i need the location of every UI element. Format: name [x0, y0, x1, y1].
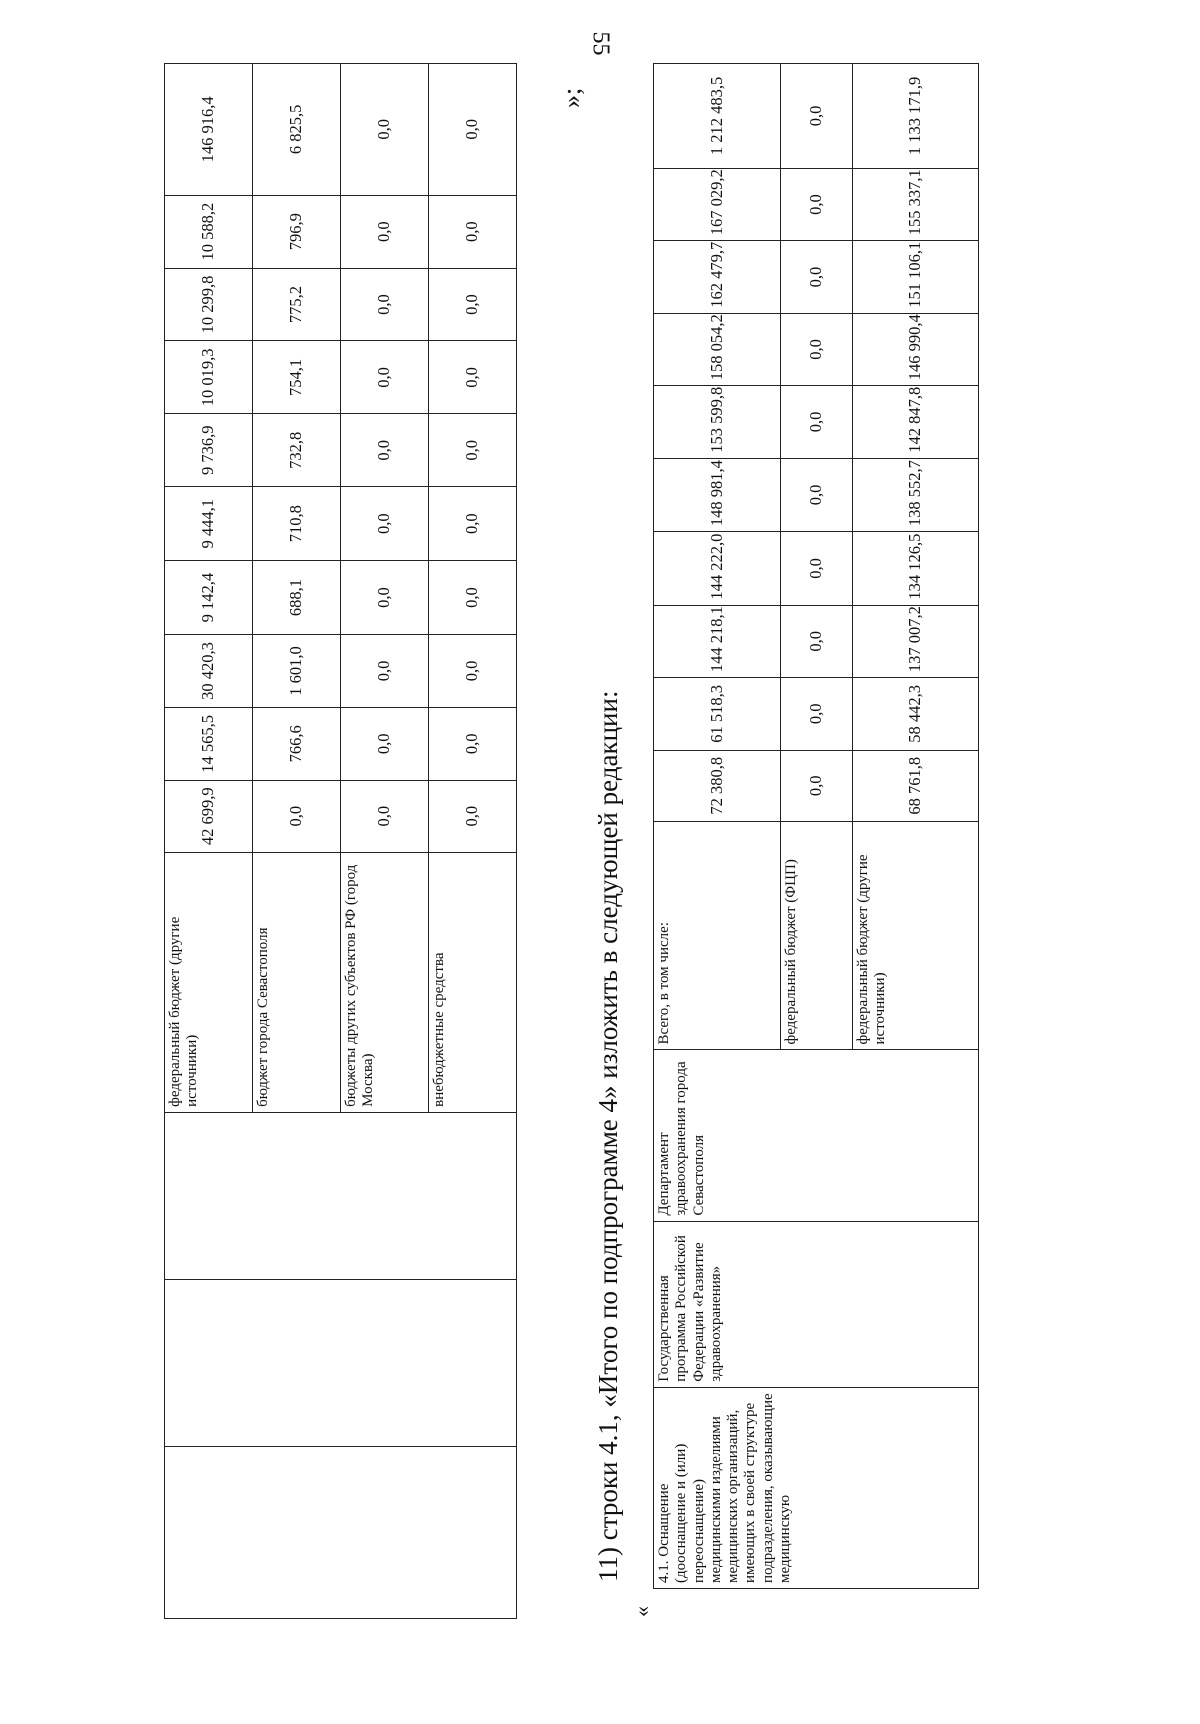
value-cell: 9 736,9 [165, 414, 253, 487]
value-cell: 0,0 [781, 386, 853, 458]
value-cell: 0,0 [341, 635, 429, 708]
value-cell: 1 601,0 [253, 635, 341, 708]
value-cell: 766,6 [253, 707, 341, 780]
value-cell: 14 565,5 [165, 707, 253, 780]
value-cell: 0,0 [429, 707, 517, 780]
total-cell: 0,0 [781, 64, 853, 169]
program-name-cell: Государственная программа Российской Федерации «Развитие здравоохранения» [654, 1221, 979, 1387]
funding-source-cell: федеральный бюджет (другие источники) [165, 852, 253, 1112]
value-cell: 146 990,4 [853, 313, 979, 385]
value-cell: 0,0 [341, 487, 429, 561]
value-cell: 754,1 [253, 341, 341, 414]
value-cell: 0,0 [781, 678, 853, 750]
value-cell: 134 126,5 [853, 532, 979, 605]
value-cell: 162 479,7 [654, 241, 781, 313]
top-budget-table [164, 63, 517, 1619]
value-cell: 68 761,8 [853, 750, 979, 821]
value-cell: 10 019,3 [165, 341, 253, 414]
value-cell: 0,0 [781, 168, 853, 240]
table-row [654, 64, 781, 1589]
value-cell: 0,0 [429, 195, 517, 268]
value-cell: 42 699,9 [165, 780, 253, 852]
value-cell: 0,0 [429, 635, 517, 708]
value-cell: 0,0 [341, 707, 429, 780]
value-cell: 0,0 [341, 195, 429, 268]
table-row [165, 64, 253, 1619]
value-cell: 155 337,1 [853, 168, 979, 240]
value-cell: 153 599,8 [654, 386, 781, 458]
value-cell: 0,0 [781, 458, 853, 531]
value-cell: 158 054,2 [654, 313, 781, 385]
value-cell: 0,0 [781, 241, 853, 313]
funding-source-cell: федеральный бюджет (другие источники) [853, 822, 979, 1050]
value-cell: 796,9 [253, 195, 341, 268]
page-number: 55 [587, 31, 614, 56]
value-cell: 0,0 [341, 561, 429, 635]
value-cell: 0,0 [429, 780, 517, 852]
value-cell: 0,0 [429, 561, 517, 635]
funding-source-cell: бюджеты других субъектов РФ (город Москва) [341, 852, 429, 1112]
merged-empty-cell [165, 1446, 517, 1618]
value-cell: 167 029,2 [654, 168, 781, 240]
value-cell: 30 420,3 [165, 635, 253, 708]
value-cell: 144 222,0 [654, 532, 781, 605]
value-cell: 0,0 [429, 414, 517, 487]
value-cell: 58 442,3 [853, 678, 979, 750]
value-cell: 0,0 [341, 414, 429, 487]
value-cell: 0,0 [253, 780, 341, 852]
measure-name-cell: 4.1. Оснащение (дооснащение и (или) переоснащение) медицинскими изделиями медицинских организаций, имеющих в своей структуре подразделения, оказывающие медицинскую [654, 1387, 979, 1588]
total-cell: 0,0 [429, 64, 517, 196]
value-cell: 0,0 [341, 268, 429, 341]
amendment-instruction: 11) строки 4.1, «Итого по подпрограмме 4» изложить в следующей редакции: [593, 690, 623, 1582]
value-cell: 148 981,4 [654, 458, 781, 531]
value-cell: 775,2 [253, 268, 341, 341]
value-cell: 144 218,1 [654, 605, 781, 677]
total-cell: 1 212 483,5 [654, 64, 781, 169]
value-cell: 0,0 [781, 313, 853, 385]
value-cell: 688,1 [253, 561, 341, 635]
value-cell: 0,0 [341, 341, 429, 414]
value-cell: 732,8 [253, 414, 341, 487]
value-cell: 0,0 [341, 780, 429, 852]
value-cell: 710,8 [253, 487, 341, 561]
value-cell: 0,0 [429, 487, 517, 561]
value-cell: 142 847,8 [853, 386, 979, 458]
total-cell: 0,0 [341, 64, 429, 196]
total-cell: 1 133 171,9 [853, 64, 979, 169]
value-cell: 0,0 [781, 532, 853, 605]
value-cell: 72 380,8 [654, 750, 781, 821]
merged-empty-cell [165, 1112, 517, 1279]
total-cell: 6 825,5 [253, 64, 341, 196]
value-cell: 137 007,2 [853, 605, 979, 677]
value-cell: 0,0 [429, 341, 517, 414]
value-cell: 151 106,1 [853, 241, 979, 313]
value-cell: 61 518,3 [654, 678, 781, 750]
value-cell: 9 142,4 [165, 561, 253, 635]
closing-quote: »; [557, 87, 586, 108]
value-cell: 10 588,2 [165, 195, 253, 268]
opening-quote: « [629, 1606, 654, 1617]
value-cell: 138 552,7 [853, 458, 979, 531]
funding-source-cell: Всего, в том числе: [654, 822, 781, 1050]
value-cell: 0,0 [781, 605, 853, 677]
funding-source-cell: бюджет города Севастополя [253, 852, 341, 1112]
value-cell: 0,0 [429, 268, 517, 341]
merged-empty-cell [165, 1279, 517, 1446]
executor-cell: Департамент здравоохранения города Севастополя [654, 1050, 979, 1221]
total-cell: 146 916,4 [165, 64, 253, 196]
funding-source-cell: федеральный бюджет (ФЦП) [781, 822, 853, 1050]
value-cell: 0,0 [781, 750, 853, 821]
value-cell: 10 299,8 [165, 268, 253, 341]
funding-source-cell: внебюджетные средства [429, 852, 517, 1112]
value-cell: 9 444,1 [165, 487, 253, 561]
bottom-budget-table [653, 63, 979, 1589]
